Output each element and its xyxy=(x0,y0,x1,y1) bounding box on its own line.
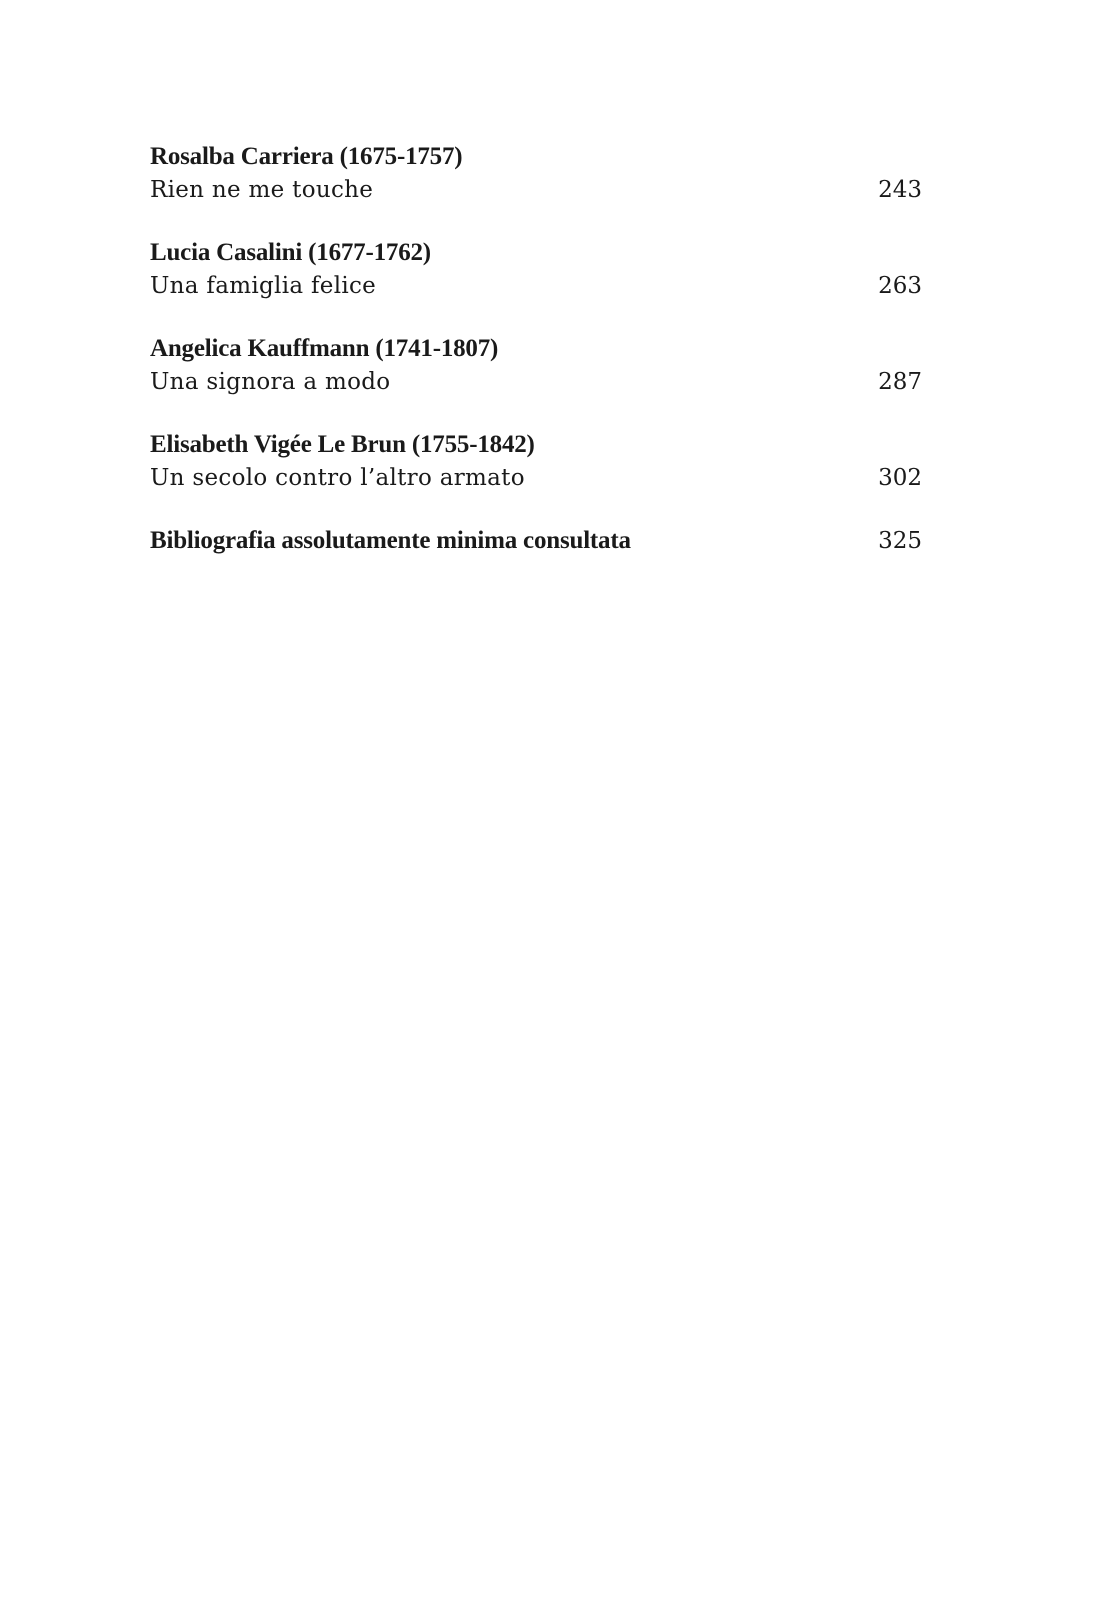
entry-line xyxy=(150,270,922,302)
toc-entry xyxy=(150,428,922,494)
entry-title: Una signora a modo xyxy=(150,369,391,395)
entry-line xyxy=(150,366,922,398)
entry-author: Lucia Casalini (1677-1762) xyxy=(150,239,431,266)
toc-entry xyxy=(150,332,922,398)
entry-author: Elisabeth Vigée Le Brun (1755-1842) xyxy=(150,431,535,458)
entry-title: Un secolo contro l’altro armato xyxy=(150,465,525,491)
entry-title: Una famiglia felice xyxy=(150,273,377,299)
entry-page-number: 287 xyxy=(878,369,922,395)
entry-line xyxy=(150,462,922,494)
bibliography-title: Bibliografia assolutamente minima consultata xyxy=(150,527,631,554)
entry-title: Rien ne me touche xyxy=(150,177,374,203)
entry-line xyxy=(150,174,922,206)
entry-author: Angelica Kauffmann (1741-1807) xyxy=(150,335,499,362)
entry-page-number: 263 xyxy=(878,273,922,299)
table-of-contents xyxy=(150,140,922,558)
toc-entry xyxy=(150,236,922,302)
entry-page-number: 302 xyxy=(878,465,922,491)
entry-author: Rosalba Carriera (1675-1757) xyxy=(150,143,463,170)
toc-entry-bibliography xyxy=(150,524,922,558)
toc-entry xyxy=(150,140,922,206)
bibliography-page-number: 325 xyxy=(878,528,922,554)
entry-page-number: 243 xyxy=(878,177,922,203)
